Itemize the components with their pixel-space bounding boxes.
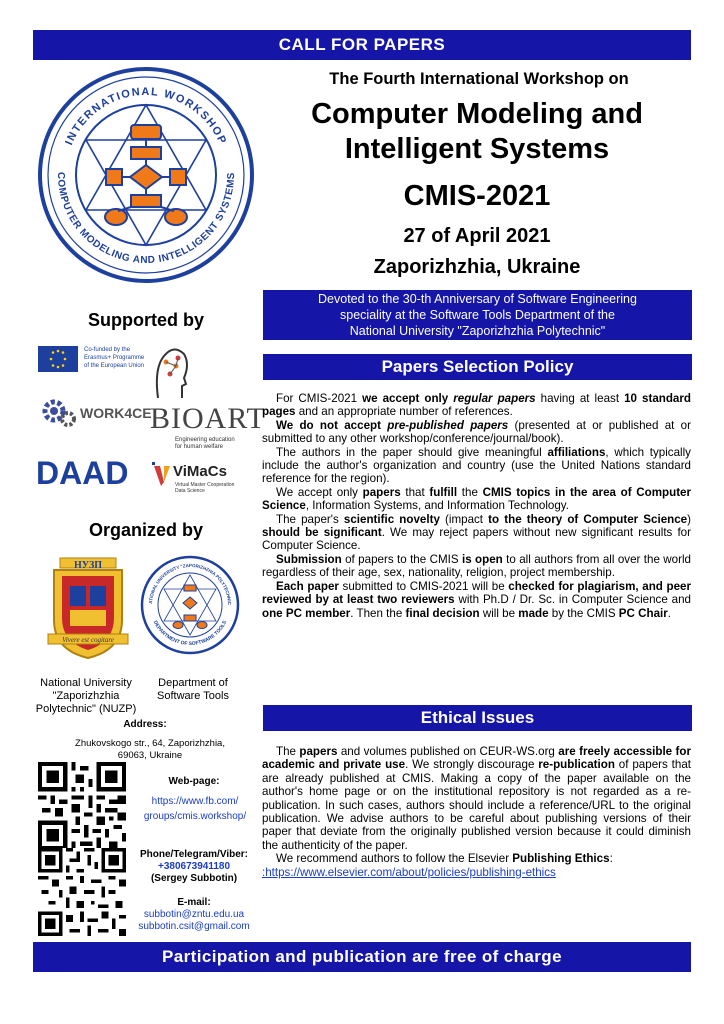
vimacs-mark-icon	[152, 462, 172, 488]
phone-label: Phone/Telegram/Viber:	[140, 849, 248, 860]
supported-by-title: Supported by	[88, 310, 204, 330]
web-page-label: Web-page:	[168, 776, 220, 787]
policy-paragraph: We do not accept pre-published papers (presented at or published at or submitted to any other workshop/conference/journal/book).	[262, 418, 691, 446]
work4ce-gear-icon	[40, 397, 78, 429]
policy-paragraph: For CMIS-2021 we accept only regular papers having at least 10 standard pages and an appropriate number of references.	[262, 392, 691, 419]
web-qr-code-icon[interactable]	[38, 762, 126, 850]
bioart-subtitle: Engineering education for human welfare	[175, 437, 235, 450]
workshop-title: Computer Modeling and Intelligent Systems	[311, 98, 643, 165]
elsevier-ethics-link[interactable]: :https://www.elsevier.com/about/policies/publishing-ethics	[262, 865, 556, 879]
policy-paragraph: Submission of papers to the CMIS is open to all authors from all over the world regardless of their age, sex, nationality, religion, project membership.	[262, 552, 692, 580]
svg-text:COMPUTER MODELING AND INTELLIG: COMPUTER MODELING AND INTELLIGENT SYSTEMS	[54, 171, 238, 267]
policy-paragraph: The authors in the paper should give meaningful affiliations, which typically include the author's organization and country (use the United Nations standard reference for the region).	[262, 445, 691, 486]
call-for-papers-banner: CALL FOR PAPERS	[33, 30, 691, 60]
eu-flag-icon	[38, 346, 78, 372]
devoted-banner: Devoted to the 30-th Anniversary of Software Engineering speciality at the Software Tools Department of the National University "Zaporizhzhia Polytechnic"	[263, 290, 692, 340]
svg-text:DEPARTMENT OF SOFTWARE TOOLS: DEPARTMENT OF SOFTWARE TOOLS	[151, 619, 229, 648]
contact-qr-code-icon[interactable]	[38, 848, 126, 936]
svg-text:INTERNATIONAL WORKSHOP: INTERNATIONAL WORKSHOP	[63, 85, 229, 147]
email-link-secondary[interactable]: subbotin.csit@gmail.com	[138, 921, 250, 932]
daad-logo-text: DAAD	[36, 455, 129, 491]
bioart-logo-text: BIOART	[150, 402, 266, 435]
workshop-logo	[36, 65, 256, 285]
papers-selection-policy-text	[262, 392, 691, 620]
nuzp-name: National University "Zaporizhzhia Polytechnic" (NUZP)	[35, 677, 137, 715]
svg-text:НУЗП: НУЗП	[73, 560, 103, 571]
workshop-acronym: CMIS-2021	[403, 180, 551, 212]
workshop-date: 27 of April 2021	[403, 225, 551, 247]
phone-number[interactable]: +380673941180	[157, 861, 231, 872]
ethics-paragraph: We recommend authors to follow the Elsevier Publishing Ethics:	[276, 852, 613, 866]
vimacs-subtitle: Virtual Master Cooperation Data Science	[175, 482, 235, 494]
svg-text:Vivere est cogitare: Vivere est cogitare	[62, 636, 114, 644]
workshop-place: Zaporizhzhia, Ukraine	[373, 256, 581, 278]
email-link-primary[interactable]: subbotin@zntu.edu.ua	[143, 909, 245, 920]
erasmus-logo-text: Co-funded by the Erasmus+ Programme of the European Union	[84, 347, 145, 369]
address-label: Address:	[123, 719, 167, 730]
policy-paragraph: Each paper submitted to CMIS-2021 will be checked for plagiarism, and peer reviewed by at least two reviewers with Ph.D / Dr. Sc. in Computer Science and one PC member. Then the final decision will be made by the CMIS PC Chair.	[262, 579, 691, 620]
bioart-head-icon	[150, 338, 190, 408]
ethical-issues-text	[262, 745, 691, 879]
department-logo	[140, 555, 240, 655]
free-of-charge-banner: Participation and publication are free of charge	[33, 942, 691, 972]
papers-selection-policy-heading: Papers Selection Policy	[263, 354, 692, 380]
policy-paragraph: We accept only papers that fulfill the CMIS topics in the area of Computer Science, Information Systems, and Information Technology.	[262, 485, 692, 513]
email-label: E-mail:	[177, 897, 211, 908]
nuzp-crest-icon	[40, 550, 136, 662]
ethics-paragraph: The papers and volumes published on CEUR-WS.org are freely accessible for academic and private use. We strongly discourage re-publication of papers that are already published at CMIS. Making a copy of the paper available on the author's home page or on the institutional repository is not regarded as a re-publication. In such cases, authors should include a reference/URL to the original publication. We advise authors to be careful about publishing versions of their paper that deviate from the originally published version because it could diminish the authenticity of the paper.	[262, 745, 692, 852]
work4ce-logo-text: WORK4CE	[80, 405, 152, 421]
web-page-link[interactable]: https://www.fb.com/ groups/cmis.workshop/	[143, 796, 247, 822]
address-text: Zhukovskogo str., 64, Zaporizhzhia, 69063, Ukraine	[75, 738, 225, 761]
vimacs-logo-text: ViMaCs	[173, 463, 227, 480]
ethical-issues-heading: Ethical Issues	[263, 705, 692, 731]
policy-paragraph: The paper's scientific novelty (impact to the theory of Computer Science) should be significant. We may reject papers without new significant results for Computer Science.	[262, 512, 691, 553]
contact-person: (Sergey Subbotin)	[150, 873, 238, 884]
organized-by-title: Organized by	[88, 520, 204, 540]
department-name: Department of Software Tools	[157, 677, 229, 702]
svg-text:NATIONAL UNIVERSITY "ZAPORIZHZ: ATIONAL UNIVERSITY "ZAPORIZHZHIA POLYTECHNIC	[147, 562, 233, 605]
workshop-subtitle: The Fourth International Workshop on	[329, 70, 629, 88]
